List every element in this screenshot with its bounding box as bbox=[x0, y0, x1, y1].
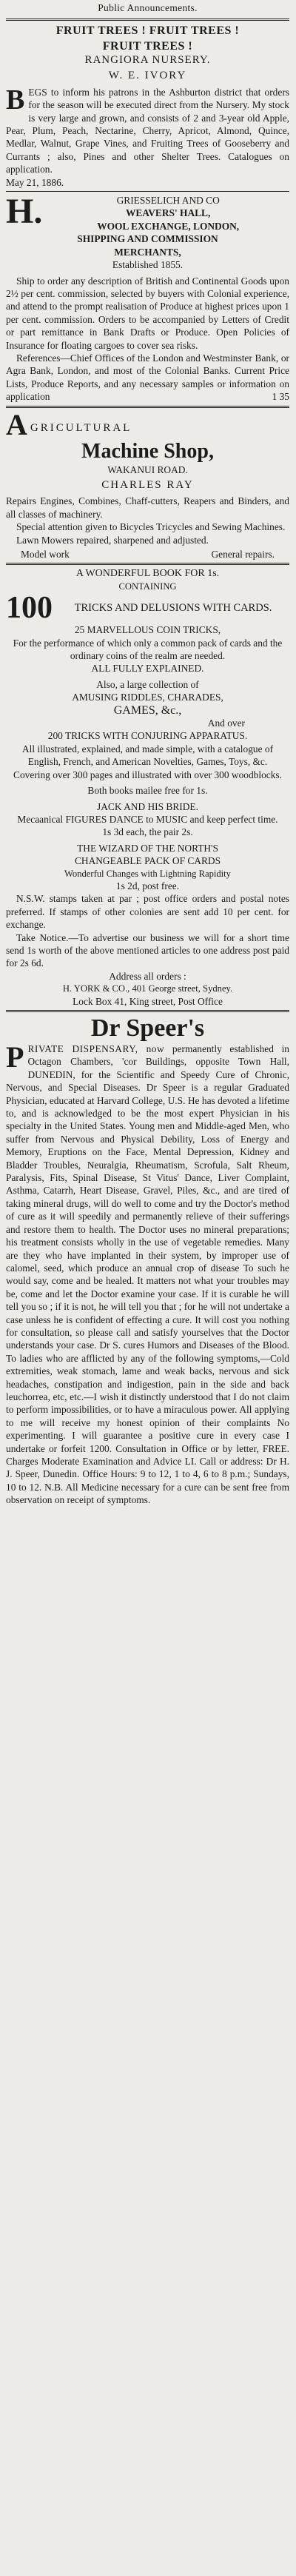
machine-general: General repairs. bbox=[211, 549, 275, 560]
book-jack: JACK AND HIS BRIDE. bbox=[97, 800, 198, 812]
griess-body: Ship to order any description of British and Continental Goods upon 2½ per cent. commission, selected by buyers with Colonial experience, and attend to the prompt realisation of Produce at highest prices upon 1 per cent. commission. Orders to be accompanied by Letters of Credit or part remittance in Bank Drafts or Produce. Open Policies of Insurance for floating cargoes to cover sea risks. bbox=[6, 275, 289, 351]
machine-lawn: Lawn Mowers repaired, sharpened and adjusted. bbox=[16, 534, 209, 546]
machine-shop-ad bbox=[6, 407, 289, 561]
fruit-body-text: EGS to inform his patrons in the Ashburton district that orders for the season will be executed direct from the Nursery. My stock is very large and grown, and consists of 2 and 3-year old Apple, Pear, Plum, Peach, Nectarine, Cherry, Apricot, Almond, Quince, Medlar, Walnut, Grape Vines, and Fruiting Trees of Gooseberry and Currants ; also, Pines and other Shelter Trees. Catalogues on application. bbox=[6, 86, 289, 175]
machine-line1: GRICULTURAL bbox=[30, 422, 132, 435]
griess-body-2 bbox=[6, 352, 289, 404]
book-nsw: N.S.W. stamps taken at par ; post office orders and postal notes preferred. If stamps of other colonies are sent add 10 per cent. for exchange. bbox=[6, 893, 289, 931]
book-address: Address all orders : bbox=[109, 970, 186, 982]
book-wizard-2: CHANGEABLE PACK OF CARDS bbox=[74, 855, 221, 867]
griess-line2: WEAVERS' HALL, bbox=[125, 207, 211, 219]
griess-body-2-text: References—Chief Offices of the London and Westminster Bank, or Agra Bank, London, and most of the Colonial Banks. Current Price Lists, Produce Reports, and any necessary samples or information on application bbox=[6, 352, 289, 403]
machine-special: Special attention given to Bicycles Tricycles and Sewing Machines. bbox=[16, 521, 286, 533]
book-free: Both books mailee free for 1s. bbox=[87, 785, 208, 797]
book-containing: CONTAINING bbox=[118, 581, 177, 592]
book-games: GAMES, &c., bbox=[113, 703, 182, 717]
book-hundred bbox=[6, 591, 289, 626]
machine-location: WAKANUI ROAD. bbox=[107, 464, 188, 475]
book-over: And over bbox=[207, 717, 245, 729]
book-jack-price: 1s 3d each, the pair 2s. bbox=[102, 826, 193, 838]
book-coin-body: For the performance of which only a common pack of cards and the ordinary coins of the realm are needed. bbox=[13, 637, 283, 662]
divider bbox=[6, 1010, 289, 1012]
machine-body: Repairs Engines, Combines, Chaff-cutters, Reapers and Binders, and all classes of machinery. bbox=[6, 495, 289, 520]
divider bbox=[6, 406, 289, 408]
book-title: A WONDERFUL BOOK FOR 1s. bbox=[75, 568, 220, 580]
book-wizard-1: THE WIZARD OF THE NORTH'S bbox=[77, 842, 218, 854]
speer-subtitle: RIVATE DISPENSARY, now bbox=[27, 1043, 165, 1054]
fruit-date: May 21, 1886. bbox=[6, 176, 64, 188]
book-also: Also, a large collection of bbox=[96, 678, 199, 690]
drop-cap: P bbox=[6, 1040, 24, 1074]
book-wizard-3: Wonderful Changes with Lightning Rapidity bbox=[64, 868, 231, 879]
book-york: H. YORK & CO., 401 George street, Sydney. bbox=[62, 983, 233, 994]
griess-line5: MERCHANTS, bbox=[114, 246, 181, 258]
book-hundred-number: 100 bbox=[6, 591, 53, 626]
drop-cap: H. bbox=[6, 192, 43, 232]
book-apparatus: 200 TRICKS WITH CONJURING APPARATUS. bbox=[47, 730, 248, 742]
griesselich-ad bbox=[6, 194, 289, 404]
book-jack-body: Mecaanical FIGURES DANCE to MUSIC and keep perfect time. bbox=[17, 813, 278, 825]
nursery-name: RANGIORA NURSERY. bbox=[84, 54, 211, 66]
speer-title: Dr Speer's bbox=[90, 1014, 205, 1042]
book-explained: ALL FULLY EXPLAINED. bbox=[91, 663, 204, 675]
speer-body bbox=[6, 1040, 289, 1507]
drop-cap: B bbox=[6, 84, 25, 116]
dr-speer-ad bbox=[6, 1014, 289, 1507]
book-take-notice: Take Notice.—To advertise our business we will for a short time send 1s worth of the above mentioned articles to one address post paid for 2s 6d. bbox=[6, 931, 289, 969]
fruit-trees-ad bbox=[6, 23, 289, 189]
book-wizard-price: 1s 2d, post free. bbox=[115, 880, 180, 891]
griess-line1: GRIESSELICH AND CO bbox=[116, 195, 220, 207]
speer-body-text: permanently established in Octagon Chambers, 'cor Buildings, opposite Town Hall, DUNEDIN, for the Scientific and Speedy Cure of Chronic, Nervous, and Special Diseases. Dr Speer is a regular Graduated Physician, educated at Harvard College, U.S. He has devoted a lifetime to, and is acknowledged to be the most expert Physician in his specialty in the United States. Young men and Middle-aged Men, who suffer from Nervous and Physical Debility, Loss of Energy and Memory, Eruptions on the Face, Mental Depression, Kidney and Bladder Troubles, Neuralgia, Rheumatism, Scrofula, Salt Rheum, Paralysis, Fits, Spinal Disease, St Vitus' Dance, Liver Complaint, Asthma, Catarrh, Heart Disease, Gravel, Piles, &c., and are tired of taking mineral drugs, will do well to come and try the Doctor's method of cure as it will speedily and permanently relieve of their sufferings and restore them to health. The Doctor uses no mineral preparations; his treatment consists wholly in the use of vegetable remedies. Many are they who have implanted in their system, by improper use of calomel, seed, which produce an annual crop of disease To such he would say, come and be healed. It matters not what your troubles may be, come and let the Doctor examine your case. If it is curable he will tell you so ; if it is not, he will tell you that ; for he will not undertake a case unless he is confident of effecting a cure. It will cost you nothing for consultation, so please call and satisfy yourselves that the Doctor understands your case. Dr S. cures Humors and Diseases of the Blood. To ladies who are afflicted by any of the following symptoms,—Cold extremities, weak stomach, lame and weak backs, nervous and sick headaches, constipation and indigestion, pain in the side and back leuchorrea, etc, etc.—I wish it distinctly understood that I do not claim to perform impossibilities, or to have a miraculous power. All applying to me will receive my honest opinion of their complaints No experimenting. I will guarantee a positive cure in every case I undertake or forfeit 1200. Consultation in Office or by letter, FREE. Charges Moderate Examination and Advice LI. Call or address: Dr H. J. Speer, Dunedin. Office Hours: 9 to 12, 1 to 4, 6 to 8 p.m.; Sundays, 10 to 12. N.B. All Medicine necessary for a cure can be sent free from observation on receipt of symptoms. bbox=[6, 1043, 289, 1506]
divider bbox=[6, 563, 289, 565]
fruit-body bbox=[6, 86, 289, 176]
book-illustrated: All illustrated, explained, and made simple, with a catalogue of English, French, and American Novelties, Games, Toys, &c. bbox=[21, 743, 274, 768]
book-lock: Lock Box 41, King street, Post Office bbox=[73, 995, 223, 1007]
wonderful-book-ad bbox=[6, 567, 289, 1008]
divider bbox=[6, 19, 289, 21]
machine-owner: CHARLES RAY bbox=[101, 478, 194, 491]
book-coin: 25 MARVELLOUS COIN TRICKS, bbox=[74, 624, 221, 636]
griess-line4: SHIPPING AND COMMISSION bbox=[77, 233, 218, 245]
griess-line6: Established 1855. bbox=[112, 259, 184, 271]
griess-line3: WOOL EXCHANGE, LONDON, bbox=[97, 220, 240, 232]
machine-title: Machine Shop, bbox=[81, 439, 214, 463]
fruit-title-2: FRUIT TREES ! bbox=[102, 40, 193, 53]
nursery-owner: W. E. IVORY bbox=[108, 70, 187, 82]
book-amusing: AMUSING RIDDLES, CHARADES, bbox=[72, 692, 223, 703]
divider bbox=[6, 191, 289, 192]
section-header: Public Announcements. bbox=[98, 2, 198, 13]
machine-model: Model work bbox=[21, 549, 70, 560]
book-tricks: TRICKS AND DELUSIONS WITH CARDS. bbox=[74, 602, 272, 615]
drop-cap: A bbox=[6, 407, 27, 441]
book-covering: Covering over 300 pages and illustrated with over 300 woodblocks. bbox=[13, 769, 282, 780]
griess-ref: 1 35 bbox=[272, 391, 289, 403]
fruit-title: FRUIT TREES ! FRUIT TREES ! bbox=[56, 24, 240, 37]
